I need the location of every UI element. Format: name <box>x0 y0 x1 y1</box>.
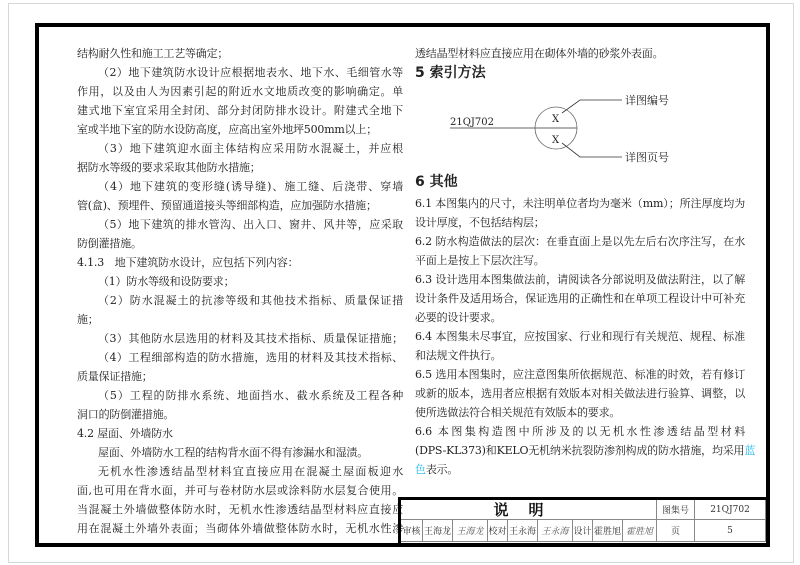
note-line: 使所选做法符合相关规范有效版本的要求。 <box>415 406 621 419</box>
title-block <box>398 497 769 545</box>
continued-paragraph-line: 透结晶型材料应直接应用在砌体外墙的砂浆外表面。 <box>415 47 664 60</box>
sheet-title: 说明 <box>493 501 564 519</box>
text-line: 防倒灌措施。 <box>77 237 142 250</box>
page-number: 5 <box>695 520 766 542</box>
note-line: 设计厚度，不包括结构层； <box>415 216 545 229</box>
text-line: 用在混凝土外墙外表面；当砌体外墙做整体防水时，无机水性渗 <box>77 522 403 535</box>
note-line: 设计条件及适用场合，保证选用的正确性和在单项工程设计中可补充 <box>415 292 745 305</box>
detail-page-symbol: X <box>552 135 560 146</box>
note-line: 必要的设计要求。 <box>415 311 502 324</box>
atlas-code-label: 21QJ702 <box>450 117 495 128</box>
text-line: （2）防水混凝土的抗渗等级和其他技术指标、质量保证措 <box>98 294 403 307</box>
left-column-text <box>77 44 403 538</box>
note-line: 6.1 本图集内的尺寸，未注明单位者均为毫米（mm）；所注厚度均为 <box>415 197 745 210</box>
text-line: 管(盒)、预埋件、预留通道接头等细部构造，应加强防水措施； <box>77 199 377 212</box>
designer-name: 霍胜旭 <box>593 520 623 542</box>
note-line: 6.4 本图集未尽事宜，应按国家、行业和现行有关规范、规程、标准 <box>415 330 745 343</box>
note-line <box>415 460 745 479</box>
note-line <box>415 441 756 460</box>
text-line: 洞口的防倒灌措施。 <box>77 408 175 421</box>
title-cell <box>401 500 657 520</box>
highlight-text: 蓝 <box>744 444 756 457</box>
text-line: 作用，以及由人为因素引起的附近水文地质改变的影响确定。单 <box>77 85 403 98</box>
text-line: 施； <box>77 313 99 326</box>
note-line: 或新的版本，选用者应根据有效版本对相关做法进行验算、调整，以 <box>415 387 745 400</box>
text-line: （5）地下建筑的排水管沟、出入口、窗井、风井等，应采取 <box>98 218 403 231</box>
text-line: 无机水性渗透结晶型材料宜直接应用在混凝土屋面板迎水 <box>98 465 403 478</box>
checker-signature: 王永海 <box>538 520 573 542</box>
highlight-text: 色 <box>415 463 426 476</box>
text-line: （5）工程的防排水系统、地面挡水、截水系统及工程各种 <box>98 389 403 402</box>
reviewer-name: 王海龙 <box>423 520 453 542</box>
note-line: 平面上是按上下层次注写。 <box>415 254 545 267</box>
text-line: （4）地下建筑的变形缝(诱导缝)、施工缝、后浇带、穿墙 <box>98 180 403 193</box>
text-line: （3）地下建筑迎水面主体结构应采用防水混凝土，并应根 <box>98 142 403 155</box>
note-text: 表示。 <box>425 463 459 476</box>
text-line: 室或半地下室的防水设防高度，应高出室外地坪500mm以上； <box>77 123 378 136</box>
text-line: 4.2 屋面、外墙防水 <box>77 427 173 440</box>
atlas-number-cell: 21QJ702 <box>695 500 766 520</box>
right-column-top <box>415 44 745 63</box>
check-label: 校对 <box>488 520 508 542</box>
text-line: 质量保证措施； <box>77 370 153 383</box>
note-line: 6.5 选用本图集时，应注意图集所依据规范、标准的时效，若有修订 <box>415 368 745 381</box>
section-5-heading: 5 索引方法 <box>415 65 486 81</box>
page-label: 页 <box>657 520 695 542</box>
right-column-notes <box>415 194 756 479</box>
atlas-label-cell: 图集号 <box>657 500 695 520</box>
note-line: 6.6 本图集构造图中所涉及的以无机水性渗透结晶型材料 <box>415 425 745 438</box>
note-line: 6.3 设计选用本图集做法前，请阅读各分部说明及做法附注，以了解 <box>415 273 745 286</box>
checker-name: 王永海 <box>508 520 538 542</box>
text-line: 据防水等级的要求采取其他防水措施； <box>77 161 261 174</box>
designer-signature: 霍胜旭 <box>623 520 657 542</box>
detail-number-label: 详图编号 <box>625 94 669 107</box>
text-line: （4）工程细部构造的防水措施，选用的材料及其技术指标、 <box>98 351 403 364</box>
note-line: 和法规文件执行。 <box>415 349 502 362</box>
leader-line-top <box>562 100 622 113</box>
text-line: 当混凝土外墙做整体防水时，无机水性渗透结晶型材料应直接应 <box>77 503 403 516</box>
text-line: （1）防水等级和设防要求； <box>98 275 235 288</box>
text-line: （3）其他防水层选用的材料及其技术指标、质量保证措施； <box>98 332 403 345</box>
note-text: (DPS-KL373)和KELO无机纳米抗裂防渗剂构成的防水措施，均采用 <box>415 444 745 457</box>
text-line: 结构耐久性和施工工艺等确定； <box>77 47 229 60</box>
text-line: 建式地下室宜采用全封闭、部分封闭防排水设计。附建式全地下 <box>77 104 403 117</box>
note-line: 6.2 防水构造做法的层次：在垂直面上是以先左后右次序注写，在水 <box>415 235 745 248</box>
reviewer-signature: 王海龙 <box>453 520 488 542</box>
review-label: 审核 <box>401 520 423 542</box>
detail-number-symbol: X <box>552 114 560 125</box>
leader-line-bottom <box>562 143 622 157</box>
text-line: 面,也可用在背水面，并可与卷材防水层或涂料防水层复合使用。 <box>77 484 403 497</box>
text-line: （2）地下建筑防水设计应根据地表水、地下水、毛细管水等 <box>98 66 403 79</box>
index-symbol-diagram <box>440 88 700 170</box>
text-line: 屋面、外墙防水工程的结构背水面不得有渗漏水和湿渍。 <box>98 446 368 459</box>
section-6-heading: 6 其他 <box>415 174 458 190</box>
detail-page-label: 详图页号 <box>625 151 669 164</box>
design-label: 设计 <box>573 520 593 542</box>
text-line: 4.1.3 地下建筑防水设计，应包括下列内容： <box>77 256 299 269</box>
